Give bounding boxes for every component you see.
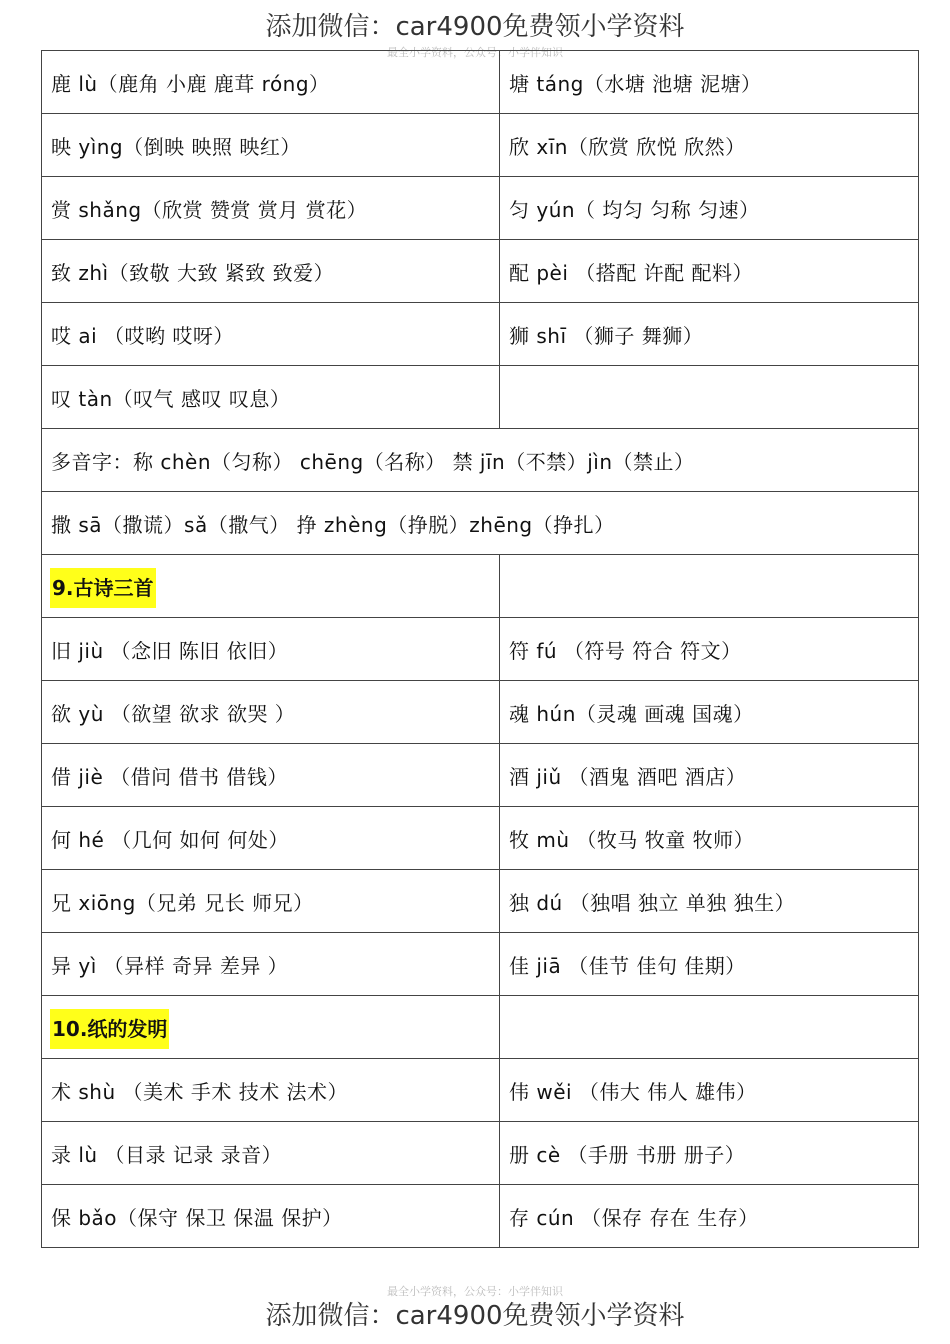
vocab-cell-right xyxy=(500,366,919,429)
vocab-entry: 映 yìng（倒映 映照 映红） xyxy=(51,134,301,159)
vocab-cell-left xyxy=(42,1059,500,1122)
vocab-entry: 哎 ai （哎哟 哎呀） xyxy=(51,323,234,348)
table-row xyxy=(42,618,919,681)
vocab-cell-full xyxy=(42,492,919,555)
table-row xyxy=(42,1059,919,1122)
vocab-cell-right xyxy=(500,1185,919,1248)
vocab-cell-left xyxy=(42,744,500,807)
vocab-cell-full xyxy=(42,429,919,492)
vocab-cell-right xyxy=(500,240,919,303)
table-row xyxy=(42,303,919,366)
vocab-entry: 何 hé （几何 如何 何处） xyxy=(51,827,289,852)
vocab-cell-right xyxy=(500,807,919,870)
vocab-entry: 赏 shǎng（欣赏 赞赏 赏月 赏花） xyxy=(51,197,368,222)
vocabulary-table xyxy=(41,50,919,1248)
vocab-entry: 符 fú （符号 符合 符文） xyxy=(509,638,742,663)
vocab-cell-left xyxy=(42,807,500,870)
table-row xyxy=(42,1122,919,1185)
watermark-top: 添加微信：car4900免费领小学资料 xyxy=(265,12,685,42)
vocab-entry: 塘 táng（水塘 池塘 泥塘） xyxy=(509,71,762,96)
table-row xyxy=(42,51,919,114)
vocab-entry: 保 bǎo（保守 保卫 保温 保护） xyxy=(51,1205,343,1230)
table-row xyxy=(42,681,919,744)
vocab-cell-left xyxy=(42,366,500,429)
vocab-cell-left xyxy=(42,1185,500,1248)
vocab-cell-left xyxy=(42,303,500,366)
vocab-entry: 欲 yù （欲望 欲求 欲哭 ） xyxy=(51,701,296,726)
vocab-cell-right xyxy=(500,177,919,240)
vocab-entry: 录 lù （目录 记录 录音） xyxy=(51,1142,283,1167)
polyphone-entry: 多音字：称 chèn（匀称） chēng（名称） 禁 jīn（不禁）jìn（禁止） xyxy=(51,449,695,474)
vocab-cell-left xyxy=(42,51,500,114)
vocab-cell-right xyxy=(500,1059,919,1122)
vocab-cell-left xyxy=(42,870,500,933)
table-row xyxy=(42,177,919,240)
lesson-heading-cell xyxy=(42,996,500,1059)
empty-cell xyxy=(500,996,919,1059)
vocab-entry: 旧 jiù （念旧 陈旧 依旧） xyxy=(51,638,289,663)
vocab-entry: 匀 yún（ 均匀 匀称 匀速） xyxy=(509,197,760,222)
vocab-cell-left xyxy=(42,240,500,303)
table-row xyxy=(42,114,919,177)
vocab-entry: 狮 shī （狮子 舞狮） xyxy=(509,323,704,348)
vocab-entry: 册 cè （手册 书册 册子） xyxy=(509,1142,746,1167)
vocab-cell-right xyxy=(500,303,919,366)
table-row xyxy=(42,996,919,1059)
vocab-cell-right xyxy=(500,933,919,996)
faint-footer-text: 最全小学资料，公众号：小学伴知识 xyxy=(387,1285,563,1298)
polyphone-entry: 撒 sā（撒谎）sǎ（撒气） 挣 zhèng（挣脱）zhēng（挣扎） xyxy=(51,512,615,537)
table-row xyxy=(42,240,919,303)
table-row xyxy=(42,366,919,429)
vocab-entry: 佳 jiā （佳节 佳句 佳期） xyxy=(509,953,746,978)
table-row xyxy=(42,870,919,933)
table-row xyxy=(42,744,919,807)
vocab-entry: 配 pèi （搭配 许配 配料） xyxy=(509,260,753,285)
vocab-entry: 独 dú （独唱 独立 单独 独生） xyxy=(509,890,796,915)
vocab-entry: 伟 wěi （伟大 伟人 雄伟） xyxy=(509,1079,757,1104)
vocab-cell-right xyxy=(500,870,919,933)
table-row xyxy=(42,1185,919,1248)
watermark-bottom: 添加微信：car4900免费领小学资料 xyxy=(265,1301,685,1331)
vocab-entry: 欣 xīn（欣赏 欣悦 欣然） xyxy=(509,134,746,159)
lesson-heading: 10.纸的发明 xyxy=(50,1009,169,1049)
lesson-heading: 9.古诗三首 xyxy=(50,568,156,608)
vocab-cell-right xyxy=(500,114,919,177)
vocab-entry: 酒 jiǔ （酒鬼 酒吧 酒店） xyxy=(509,764,747,789)
empty-cell xyxy=(500,555,919,618)
vocab-cell-left xyxy=(42,114,500,177)
vocab-entry: 叹 tàn（叹气 感叹 叹息） xyxy=(51,386,291,411)
table-row xyxy=(42,807,919,870)
table-row xyxy=(42,492,919,555)
vocab-entry: 致 zhì（致敬 大致 紧致 致爱） xyxy=(51,260,335,285)
vocab-cell-left xyxy=(42,1122,500,1185)
vocab-cell-left xyxy=(42,618,500,681)
table-row xyxy=(42,933,919,996)
table-row xyxy=(42,429,919,492)
vocab-cell-left xyxy=(42,681,500,744)
vocab-cell-left xyxy=(42,177,500,240)
vocab-entry: 借 jiè （借问 借书 借钱） xyxy=(51,764,288,789)
vocab-entry: 兄 xiōng（兄弟 兄长 师兄） xyxy=(51,890,314,915)
table-row xyxy=(42,555,919,618)
vocab-entry: 异 yì （异样 奇异 差异 ） xyxy=(51,953,289,978)
vocab-entry: 术 shù （美术 手术 技术 法术） xyxy=(51,1079,349,1104)
vocab-entry: 魂 hún（灵魂 画魂 国魂） xyxy=(509,701,754,726)
vocab-cell-right xyxy=(500,744,919,807)
vocab-cell-right xyxy=(500,618,919,681)
vocabulary-table-body xyxy=(42,51,919,1248)
vocab-cell-right xyxy=(500,681,919,744)
vocab-cell-left xyxy=(42,933,500,996)
faint-header-text: 最全小学资料，公众号：小学伴知识 xyxy=(387,46,563,59)
vocab-entry: 存 cún （保存 存在 生存） xyxy=(509,1205,759,1230)
vocab-entry: 鹿 lù（鹿角 小鹿 鹿茸 róng） xyxy=(51,71,330,96)
vocab-cell-right xyxy=(500,51,919,114)
vocab-cell-right xyxy=(500,1122,919,1185)
vocab-entry: 牧 mù （牧马 牧童 牧师） xyxy=(509,827,755,852)
lesson-heading-cell xyxy=(42,555,500,618)
